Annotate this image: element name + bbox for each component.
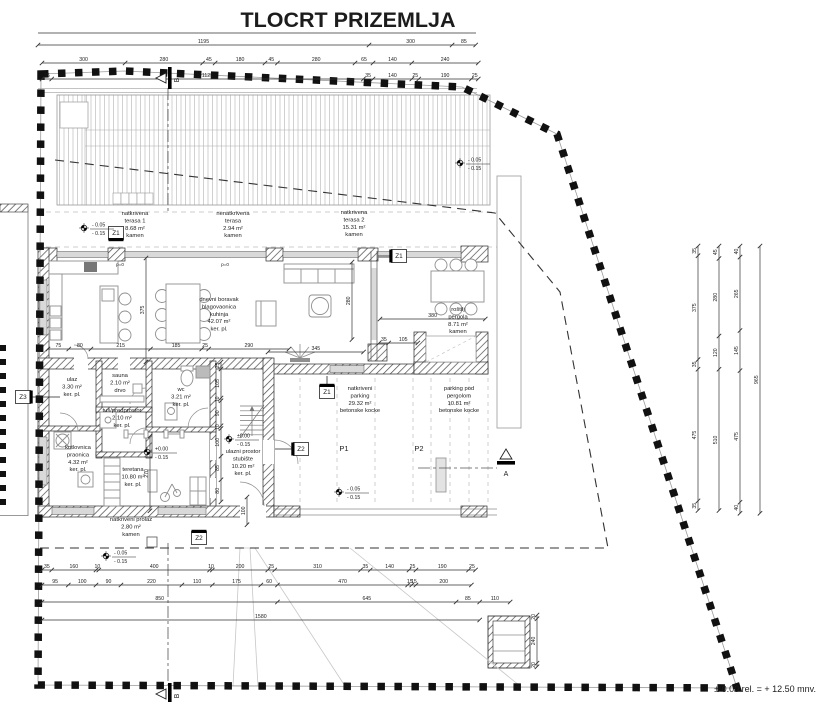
elevation-value-above: - 0.05 — [114, 550, 128, 557]
room-label-line: sauna — [112, 373, 128, 379]
dim-label: 35 — [362, 564, 369, 570]
zone-marker-label: Z3 — [19, 394, 27, 402]
room-label-line: tuš/predprostor — [102, 408, 142, 414]
dim-label: 290 — [244, 343, 254, 349]
section-marker-a — [497, 449, 515, 478]
room-label-sauna — [110, 373, 130, 394]
parking-spot-label: P2 — [414, 444, 424, 453]
dim-label: 10 — [215, 424, 221, 430]
room-label-line: drvo — [114, 387, 126, 394]
room-label-natkriveni-parking — [340, 386, 380, 414]
dim-label: 105 — [215, 379, 221, 388]
room-label-line: natkriveni — [347, 386, 373, 392]
room-label-line: kamen — [122, 531, 140, 538]
dim-label: 160 — [69, 564, 79, 570]
dim-label: 240 — [440, 57, 450, 63]
dim-label: 10 — [94, 564, 101, 570]
room-label-line: 4.32 m² — [68, 459, 88, 466]
dim-label: 25 — [268, 564, 275, 570]
room-label-line: ker. pl. — [172, 401, 190, 408]
free-label — [116, 262, 124, 267]
dim-label: 40 — [734, 248, 740, 255]
dim-label: 80 — [215, 487, 221, 494]
room-label-natkrivena-terasa-1 — [122, 211, 150, 239]
free-label — [221, 262, 229, 267]
room-label-line: natkrivena — [121, 211, 149, 217]
dim-label: 110 — [490, 596, 500, 602]
room-label-line: 2.10 m² — [110, 380, 130, 387]
page-title: TLOCRT PRIZEMLJA — [240, 8, 456, 32]
elevation-marker — [101, 551, 136, 566]
dim-label: 85 — [460, 39, 467, 45]
dim-label: 280 — [713, 292, 719, 302]
room-label-line: stubište — [233, 456, 253, 463]
dim-label: 60 — [266, 579, 273, 585]
dim-label: 145 — [734, 346, 740, 355]
dim-label: 25 — [202, 343, 209, 349]
room-label-line: kamen — [345, 232, 363, 239]
dim-label: 90 — [215, 410, 221, 417]
room-label-line: praonica — [66, 452, 90, 459]
room-label-line: betonske kocke — [339, 408, 381, 415]
zone-marker-z2 — [192, 530, 207, 545]
dim-label: 65 — [361, 57, 367, 63]
dim-label: 100 — [77, 579, 87, 585]
dim-label: 90 — [105, 579, 112, 585]
dim-chain-bot-2 — [40, 579, 474, 587]
dining-table — [156, 284, 211, 343]
elevation-value-below: - 0.15 — [347, 495, 361, 501]
dim-label: 45 — [206, 57, 212, 63]
elevation-value-above: - 0.05 — [92, 222, 106, 229]
dim-label: 270 — [144, 469, 150, 478]
room-label-wc — [171, 387, 191, 408]
dim-label: 25 — [409, 564, 416, 570]
room-label-line: ker. pl. — [234, 471, 252, 478]
room-label-line: kuhinja — [209, 311, 229, 318]
room-label-line: 42.07 m² — [207, 319, 231, 326]
room-label-line: kotlovnica — [65, 445, 91, 451]
dim-label: 375 — [140, 305, 146, 315]
dim-label: 470 — [338, 579, 347, 585]
zone-marker-z1 — [320, 376, 335, 399]
dim-label: 100 — [215, 438, 221, 447]
room-label-line: ker. pl. — [124, 481, 142, 488]
room-label-line: 10.20 m² — [231, 463, 255, 470]
room-label-line: betonske kocke — [438, 408, 480, 415]
dim-label: 15 — [410, 579, 417, 585]
dim-label: 15 — [406, 579, 413, 585]
dim-chain-int-375 — [140, 256, 148, 364]
elevation-marker — [334, 487, 369, 502]
dim-label: 200 — [235, 564, 245, 570]
dim-chain-top-2 — [40, 57, 481, 65]
dim-label: 850 — [155, 596, 165, 602]
room-label-line: 8.68 m² — [125, 225, 145, 232]
dim-label: 475 — [734, 432, 740, 441]
room-label-line: ker. pl. — [69, 467, 87, 474]
wc-fixtures — [165, 366, 210, 420]
room-label-line: ulazni prostor — [225, 449, 261, 455]
east-retaining-strip — [497, 176, 521, 428]
room-label-line: natkrivena — [340, 210, 368, 216]
dim-label: 45 — [268, 57, 275, 63]
room-label-line: natkriveni prolaz — [109, 517, 153, 523]
room-label-line: terasa 1 — [124, 218, 146, 225]
elevation-value-above: - 0.05 — [347, 486, 361, 493]
dim-chain-top-1 — [36, 39, 478, 47]
dim-label: 85 — [464, 596, 471, 602]
room-label-line: kamen — [449, 329, 467, 336]
dim-label: 85 — [215, 465, 221, 471]
elevation-value-below: - 0.15 — [114, 559, 128, 565]
neighbour-building — [0, 204, 28, 516]
dim-label: 35 — [365, 73, 372, 79]
room-label-line: 2.10 m² — [112, 415, 132, 422]
kitchen — [49, 261, 131, 343]
dim-label: 375 — [692, 303, 698, 312]
dim-label: 300 — [79, 57, 88, 63]
elevation-value-below: - 0.15 — [92, 231, 106, 237]
room-label-line: kamen — [224, 233, 242, 240]
room-label-line: ulaz — [66, 377, 78, 383]
dim-label: 35 — [692, 247, 698, 254]
dim-chain-right-2 — [713, 244, 721, 513]
dim-label: 300 — [406, 39, 415, 45]
room-label-line: 10.81 m² — [447, 400, 471, 407]
dim-label: 25 — [412, 73, 419, 79]
room-label-line: blagovaonica — [201, 304, 237, 311]
elevation-value-above: ±0.00 — [237, 433, 250, 440]
section-letter: B — [174, 693, 181, 699]
dim-label: 310 — [313, 564, 322, 570]
room-label-natkrivena-terasa-2 — [341, 210, 369, 238]
section-letter: A — [503, 471, 509, 478]
dim-label: 190 — [437, 564, 447, 570]
zone-marker-label: Z1 — [323, 389, 331, 397]
dim-label: 25 — [471, 73, 478, 79]
parking-spot-P1 — [339, 444, 348, 453]
room-label-ulaz — [62, 377, 82, 398]
pool-corner-detail — [60, 102, 88, 128]
room-label-line: ker. pl. — [113, 422, 131, 429]
room-label-line: ker. pl. — [210, 326, 228, 333]
dim-chain-right-3 — [734, 244, 742, 516]
dim-label: 645 — [362, 596, 372, 602]
dim-label: 1580 — [255, 614, 267, 620]
room-label-ulazni-prostor — [226, 449, 261, 477]
dim-chain-bot-4 — [40, 614, 482, 622]
dim-label: 220 — [147, 579, 156, 585]
room-label-line: kamen — [126, 233, 144, 240]
room-label-line: teretana — [122, 467, 144, 473]
room-label-line: 15.31 m² — [342, 224, 366, 231]
room-label-line: 3.30 m² — [62, 384, 82, 391]
utility-box — [147, 537, 157, 547]
dim-label: 215 — [116, 343, 126, 349]
upper-terrace-band — [38, 89, 490, 206]
parking-spot-label: P1 — [339, 444, 349, 453]
dim-label: 400 — [149, 564, 159, 570]
dim-chain-mid-345 — [266, 346, 366, 354]
room-label-line: wc — [177, 387, 185, 393]
label: p=0 — [221, 262, 229, 267]
dim-label: 190 — [440, 73, 450, 79]
dim-label: 25 — [215, 362, 221, 369]
elevation-marker — [224, 434, 259, 449]
section-letter: B — [174, 77, 181, 83]
dim-label: 175 — [232, 579, 241, 585]
dim-chain-bin — [531, 613, 539, 669]
room-label-kotlovnica-praonica — [65, 445, 92, 473]
room-label-line: 2.80 m² — [121, 524, 141, 531]
gym-equipment — [104, 430, 206, 506]
dim-label: 20 — [531, 662, 537, 668]
elevation-value-below: - 0.15 — [155, 455, 169, 461]
dim-label: 105 — [398, 337, 408, 343]
dim-label: 380 — [428, 313, 437, 319]
dim-label: 965 — [754, 375, 760, 384]
dim-label: 280 — [346, 296, 352, 306]
dim-label: 140 — [388, 73, 397, 79]
elevation-note: ± 0.00 rel. = + 12.50 mnv. — [714, 684, 816, 694]
dim-label: 35 — [692, 361, 698, 368]
dim-chain-right-4 — [754, 244, 762, 516]
dim-label: 80 — [76, 343, 83, 349]
dim-label: 1195 — [197, 39, 210, 45]
dim-label: 1125 — [201, 73, 214, 79]
dim-label: 280 — [311, 57, 321, 63]
room-label-line: dnevni boravak — [199, 297, 239, 303]
dim-label: 35 — [692, 502, 698, 509]
room-label-line: parking pod — [443, 386, 475, 392]
dim-label: 75 — [55, 343, 62, 349]
dim-chain-bot-3 — [40, 596, 513, 604]
zone-marker-label: Z1 — [112, 230, 120, 238]
dim-label: 110 — [192, 579, 202, 585]
dim-label: 265 — [734, 289, 740, 299]
dim-label: 10 — [215, 396, 221, 403]
dim-label: 95 — [52, 579, 59, 585]
dim-label: 475 — [692, 430, 698, 440]
dim-label: 20 — [531, 613, 537, 620]
elevation-value-below: - 0.15 — [237, 442, 251, 448]
room-label-line: terasa — [224, 218, 242, 225]
zone-marker-z2 — [275, 443, 309, 456]
dim-label: 25 — [469, 564, 475, 570]
bin-enclosure — [488, 616, 530, 668]
zone-marker-label: Z1 — [395, 253, 403, 261]
room-label-nenatkrivena-terasa — [216, 211, 250, 239]
dim-label: 240 — [531, 636, 537, 646]
pool-steps — [113, 193, 153, 204]
dim-chain-bot-1 — [40, 564, 478, 572]
label: p=0 — [116, 262, 124, 267]
elevation-value-above: +0.00 — [155, 446, 169, 453]
room-label-line: terasa 2 — [343, 217, 365, 224]
room-label-parking-pod-pergolom — [439, 386, 479, 414]
dim-label: 510 — [713, 435, 719, 445]
dim-label: 345 — [311, 346, 321, 352]
sofa-set — [256, 264, 354, 326]
dim-label: 10 — [208, 564, 214, 570]
zone-marker-label: Z2 — [195, 535, 203, 543]
dim-label: 35 — [43, 564, 50, 570]
room-label-line: 8.71 m² — [448, 321, 468, 328]
dim-label: 120 — [713, 348, 719, 357]
dim-label: 200 — [439, 579, 448, 585]
dim-label: 280 — [159, 57, 169, 63]
dim-label: 35 — [380, 337, 387, 343]
pergola-counter — [426, 336, 476, 362]
dim-label: 185 — [171, 343, 181, 349]
dim-label: 35 — [43, 73, 50, 79]
parking-spot-P2 — [414, 444, 423, 453]
dim-label: 45 — [713, 249, 719, 256]
room-label-natkriveni-prolaz — [110, 517, 152, 538]
dim-label: 180 — [235, 57, 245, 63]
elevation-marker — [142, 447, 177, 462]
dim-chain-right-1 — [692, 244, 700, 513]
room-label-line: pergola — [448, 314, 468, 321]
room-label-line: 10.80 m² — [121, 474, 145, 481]
zone-marker-label: Z2 — [297, 446, 305, 454]
elevation-value-above: - 0.05 — [468, 157, 482, 164]
room-label-line: pergolom — [446, 393, 472, 400]
dim-label: 140 — [388, 57, 397, 63]
dim-label: 40 — [734, 504, 740, 511]
room-label-line: parking — [350, 393, 370, 400]
dim-label: 100 — [241, 506, 247, 516]
room-label-line: ker. pl. — [63, 391, 81, 398]
room-label-teretana — [122, 467, 145, 488]
planter — [436, 458, 446, 492]
room-label-line: 29.32 m² — [348, 400, 372, 407]
room-label-line: 2.94 m² — [223, 225, 243, 232]
room-label-line: 3.21 m² — [171, 394, 191, 401]
room-label-line: nenatkrivena — [216, 211, 250, 217]
room-label-line: roštilj — [451, 307, 465, 313]
dim-label: 140 — [385, 564, 394, 570]
elevation-value-below: - 0.15 — [468, 166, 482, 172]
dim-chain-left-mid — [46, 343, 291, 351]
